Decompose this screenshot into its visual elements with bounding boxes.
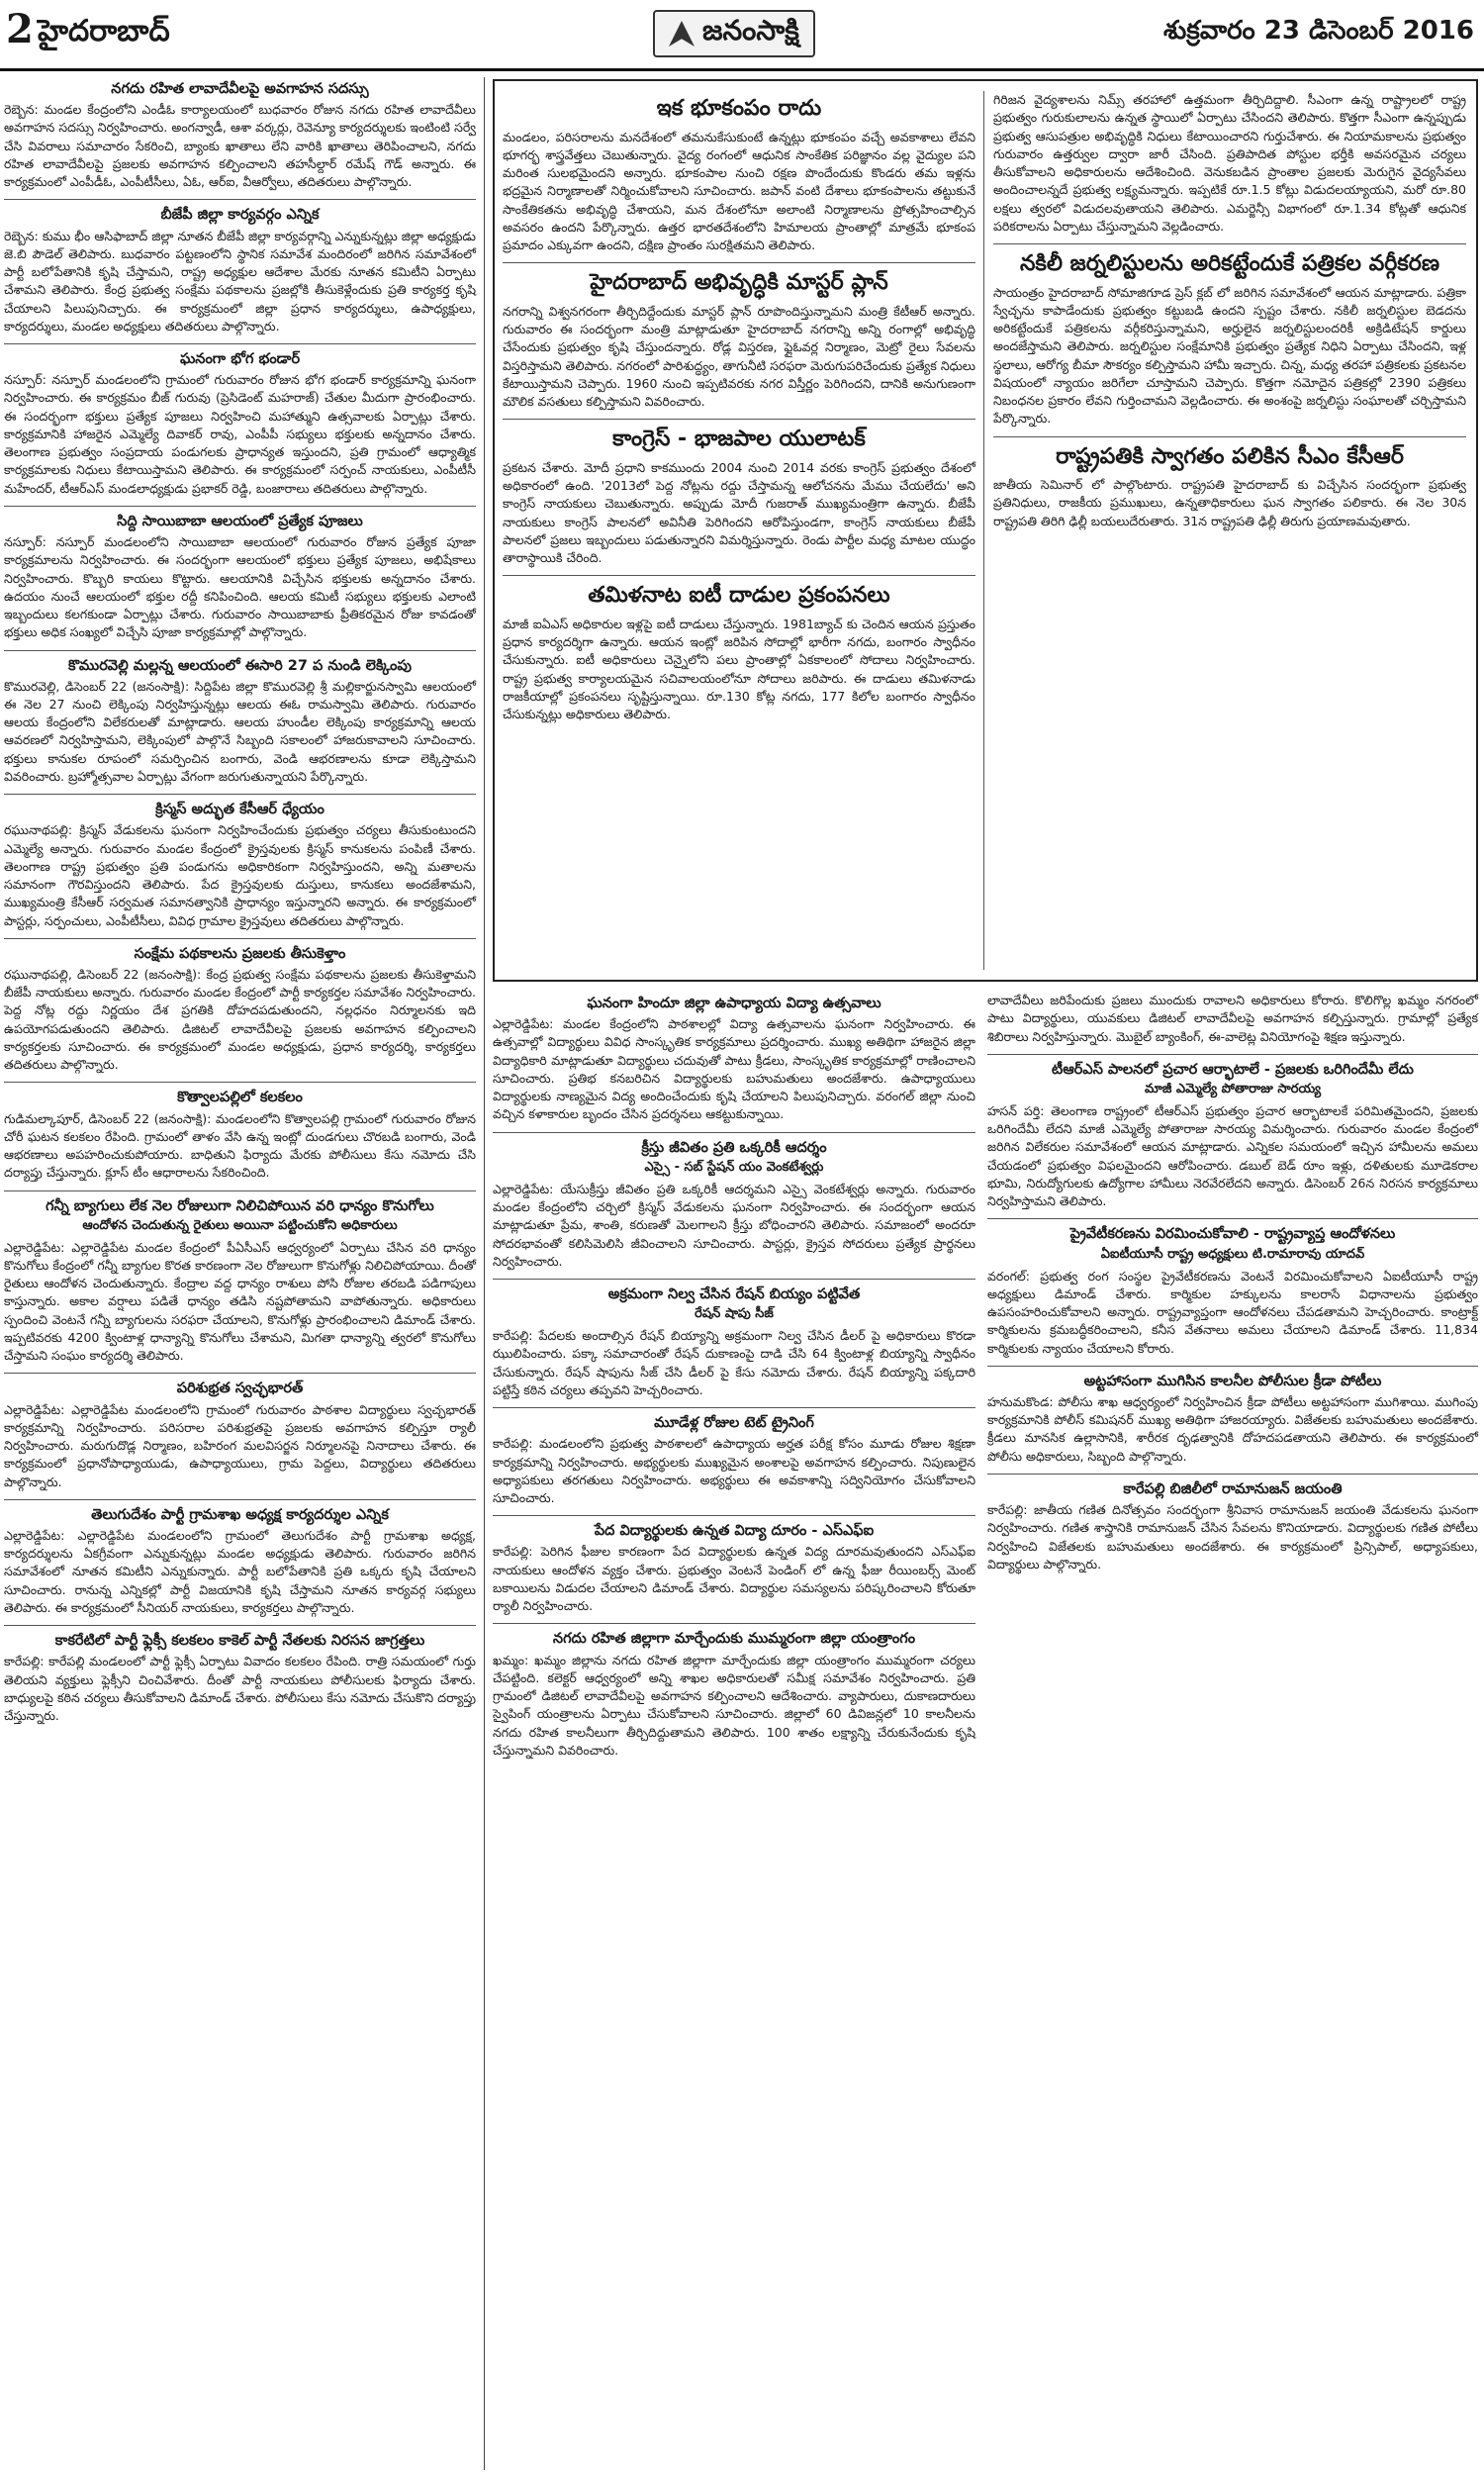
article-body: జాతీయ సెమినార్ లో పాల్గొంటారు. రాష్ట్రపతి హైదరాబాద్ కు విచ్చేసిన సందర్భంగా ప్రభుత్వ ప్రతినిధులు, రాజకీయ ప్రముఖులు, ఉన్నతాధికారులు ఘన స్వాగతం పలికారు. ఈ నెల 30న రాష్ట్రపతి తిరిగి ఢిల్లీ బయలుదేరుతారు. 31న రాష్ట్రపతి ఢిల్లీ తిరుగు ప్రయాణమవుతారు. — [993, 477, 1466, 528]
article-body: రఘునాథపల్లి: క్రిస్మస్ వేడుకలను ఘనంగా నిర్వహించేందుకు ప్రభుత్వం చర్యలు తీసుకుంటుందని ఎమ్మెల్యే అన్నారు. గురువారం మండల కేంద్రంలో క్రైస్తవులకు క్రిస్మస్ కానుకలను పంపిణీ చేశారు. తెలంగాణ రాష్ట్ర ప్రభుత్వం ప్రతి పండుగను అధికారికంగా నిర్వహిస్తుందని, అన్ని మతాలను సమానంగా గౌరవిస్తుందని తెలిపారు. పేద క్రైస్తవులకు దుస్తులు, కానుకలు అందజేశామని, ముఖ్యమంత్రి కేసీఆర్ సర్వమత సమానత్వానికి ప్రాధాన్యం ఇస్తున్నారని అన్నారు. ఈ కార్యక్రమంలో పాస్టర్లు, సర్పంచులు, ఎంపీటీసీలు, వివిధ గ్రామాల క్రైస్తవులు తదితరులు పాల్గొన్నారు. — [4, 822, 476, 928]
article-divider — [987, 1218, 1478, 1219]
article-headline: నకిలీ జర్నలిస్టులను అరికట్టేందుకే పత్రికల వర్గీకరణ — [1019, 251, 1440, 276]
page-number: 2 — [6, 6, 34, 52]
article — [993, 250, 1466, 428]
article-headline: సిద్ది సాయిబాబా ఆలయంలో ప్రత్యేక పూజలు — [117, 513, 363, 529]
article — [987, 1373, 1478, 1466]
article-headline: క్రిస్మస్ అద్భుత కేసీఆర్ ధ్యేయం — [155, 802, 325, 818]
article-divider — [987, 1366, 1478, 1367]
article-headline: హైదరాబాద్ అభివృద్ధికి మాస్టర్ ప్లాన్ — [590, 270, 888, 296]
article — [4, 1506, 476, 1617]
paper-logo — [653, 10, 815, 57]
article-headline: నగదు రహిత జిల్లాగా మార్చేందుకు ముమ్మరంగా జిల్లా యంత్రాంగం — [552, 1631, 916, 1648]
article-divider — [493, 1132, 975, 1133]
article-divider — [4, 1190, 476, 1191]
article-body: రెబ్బెన: కుము భీం ఆసిఫాబాద్ జిల్లా నూతన బీజేపీ జిల్లా కార్యవర్గాన్ని ఎన్నుకున్నట్లు జిల్లా అధ్యక్షుడు జె.బి పౌడెల్ తెలిపారు. బుధవారం పట్టణంలోని స్థానిక సమావేశ మందిరంలో జరిగిన సమావేశంలో పార్టీ బలోపేతానికి కృషి చేస్తామని, రాష్ట్ర అధ్యక్షుల ఆదేశాల మేరకు నూతన కమిటీని ఏర్పాటు చేశామని తెలిపారు. కేంద్ర ప్రభుత్వ సంక్షేమ పథకాలను ప్రజల్లోకి తీసుకెళ్లేందుకు ప్రతి కార్యకర్త కృషి చేయాలని పిలుపునిచ్చారు. ఈ కార్యక్రమంలో జిల్లా ప్రధాన కార్యదర్శులు, ఉపాధ్యక్షులు, కార్యదర్శులు, మండల అధ్యక్షులు తదితరులు పాల్గొన్నారు. — [4, 228, 476, 333]
article-divider — [493, 1279, 975, 1280]
article-divider — [4, 1082, 476, 1083]
article-divider — [4, 1625, 476, 1626]
article-body: కారేపల్లి: పేదలకు అందాల్సిన రేషన్ బియ్యాన్ని అక్రమంగా నిల్వ చేసిన డీలర్ పై అధికారులు కొరడా ఝులిపించారు. పక్కా సమాచారంతో రేషన్ దుకాణంపై దాడి చేసి 64 క్వింటాళ్ల బియ్యాన్ని స్వాధీనం చేసుకున్నారు. రేషన్ షాపును సీజ్ చేసి డీలర్ పై కేసు నమోదు చేశారు. రేషన్ బియ్యాన్ని పక్కదారి పట్టిస్తే కఠిన చర్యలు తప్పవని హెచ్చరించారు. — [493, 1328, 975, 1397]
article — [503, 582, 975, 723]
article-subheadline: రేషన్ షాపు సీజ్ — [695, 1306, 774, 1322]
article-body: కారేపల్లి: మండలంలోని ప్రభుత్వ పాఠశాలలో ఉపాధ్యాయ అర్హత పరీక్ష కోసం మూడు రోజుల శిక్షణా కార్యక్రమాన్ని నిర్వహించారు. అభ్యర్థులకు ముఖ్యమైన అంశాలపై అవగాహన కల్పించారు. నిపుణులైన అధ్యాపకులు తరగతులు నిర్వహించారు. అభ్యర్థులు ఈ అవకాశాన్ని సద్వినియోగం చేసుకోవాలని సూచించారు. — [493, 1436, 975, 1505]
article-body: ప్రకటన చేశారు. మోదీ ప్రధాని కాకముందు 2004 నుంచి 2014 వరకు కాంగ్రెస్ ప్రభుత్వం దేశంలో అధికారంలో ఉంది. '2013లో పెద్ద నోట్లను రద్దు చేస్తామన్న ఆలోచనను మేము చేయలేదు' అని కాంగ్రెస్ నాయకులు చెబుతున్నారు. అప్పుడు మోదీ గుజరాత్ ముఖ్యమంత్రిగా ఉన్నారు. బీజేపీ నాయకులు కాంగ్రెస్ పాలనలో అవినీతి పెరిగిందని ఆరోపిస్తుండగా, కాంగ్రెస్ నాయకులు బీజేపీ పాలనలో ప్రజలు ఇబ్బందులు పడుతున్నారని విమర్శిస్తున్నారు. రెండు పార్టీల మధ్య మాటల యుద్ధం తారాస్థాయికి చేరింది. — [503, 459, 975, 565]
article-headline: ఇక భూకంపం రాదు — [656, 96, 822, 121]
article-subheadline: మాజీ ఎమ్మెల్యే పోతారాజు సారయ్య — [1144, 1081, 1322, 1096]
article-body: ఎల్లారెడ్డిపేట: ఎల్లారెడ్డిపేట మండలంలోని గ్రామంలో తెలుగుదేశం పార్టీ గ్రామశాఖ అధ్యక్ష, కార్యదర్శులను ఏకగ్రీవంగా ఎన్నుకున్నట్లు మండల అధ్యక్షుడు తెలిపారు. గురువారం జరిగిన సమావేశంలో నూతన కమిటీని ఎన్నుకున్నారు. పార్టీ బలోపేతానికి ప్రతి ఒక్కరు కృషి చేయాలని సూచించారు. రానున్న ఎన్నికల్లో పార్టీ విజయానికి కృషి చేస్తామని నూతన కార్యవర్గ సభ్యులు తెలిపారు. ఈ కార్యక్రమంలో సీనియర్ నాయకులు, కార్యకర్తలు పాల్గొన్నారు. — [4, 1527, 476, 1615]
article-body: కారేపల్లి: పెరిగిన ఫీజుల కారణంగా పేద విద్యార్థులకు ఉన్నత విద్య దూరమవుతుందని ఎస్ఎఫ్ఐ నాయకులు ఆందోళన వ్యక్తం చేశారు. ప్రభుత్వం వెంటనే పెండింగ్ లో ఉన్న ఫీజు రీయింబర్స్ మెంట్ బకాయిలను విడుదల చేయాలని డిమాండ్ చేశారు. విద్యార్థుల సమస్యలను పరిష్కరించాలని కోరుతూ ర్యాలీ నిర్వహించారు. — [493, 1544, 975, 1614]
article-body: మాజీ ఐఏఎస్ అధికారుల ఇళ్లపై ఐటీ దాడులు చేస్తున్నారు. 1981బ్యాచ్ కు చెందిన ఆయన ప్రస్తుతం ప్రధాన కార్యదర్శిగా ఉన్నారు. ఆయన ఇంట్లో జరిపిన సోదాల్లో భారీగా నగదు, బంగారం స్వాధీనం చేసుకున్నారు. ఐటీ అధికారులు చెన్నైలోని పలు ప్రాంతాల్లో ఏకకాలంలో సోదాలు నిర్వహించారు. రాష్ట్ర ప్రభుత్వ కార్యాలయమైన సచివాలయంలోనూ సోదాలు జరిపారు. ఈ దాడులు తమిళనాడు రాజకీయాల్లో ప్రకంపనలు సృష్టిస్తున్నాయి. రూ.130 కోట్ల నగదు, 177 కిలోల బంగారం స్వాధీనం చేసుకున్నట్లు అధికారులు తెలిపారు. — [503, 616, 975, 721]
page-date: శుక్రవారం 23 డిసెంబర్ 2016 — [1162, 16, 1474, 46]
article-divider — [4, 506, 476, 507]
logo-mark-icon — [669, 21, 695, 47]
article — [4, 1197, 476, 1366]
article — [493, 995, 975, 1124]
lower-right-column — [987, 992, 1478, 2470]
article — [987, 1061, 1478, 1211]
article — [4, 801, 476, 930]
article — [493, 1285, 975, 1399]
article-headline: కారేపల్లి బిజిలీలో రామానుజన్ జయంతి — [1123, 1480, 1343, 1497]
article — [4, 657, 476, 787]
article — [4, 1632, 476, 1725]
article-body: నగరాన్ని విశ్వనగరంగా తీర్చిదిద్దేందుకు మాస్టర్ ప్లాన్ రూపొందిస్తున్నామని మంత్రి కేటీఆర్ అన్నారు. గురువారం ఈ సందర్భంగా మంత్రి మాట్లాడుతూ హైదరాబాద్ నగరాన్ని అన్ని రంగాల్లో అభివృద్ధి చేసేందుకు ప్రభుత్వం కృషి చేస్తుందన్నారు. రోడ్ల విస్తరణ, ఫ్లైఓవర్ల నిర్మాణం, మెట్రో రైలు సేవలను విస్తరిస్తామని తెలిపారు. నగరంలో పారిశుద్ధ్యం, తాగునీటి సరఫరా మెరుగుపరిచేందుకు ప్రత్యేక నిధులు కేటాయిస్తామని చెప్పారు. 1960 నుంచి ఇప్పటివరకు నగర విస్తీర్ణం పెరిగిందని, దానికి అనుగుణంగా మౌలిక వసతులు కల్పిస్తామని వివరించారు. — [503, 303, 975, 409]
article-body: ఎల్లారెడ్డిపేట: యేసుక్రీస్తు జీవితం ప్రతి ఒక్కరికీ ఆదర్శమని ఎస్సై వెంకటేశ్వర్లు అన్నారు. గురువారం మండల కేంద్రంలోని చర్చిలో క్రిస్మస్ వేడుకలను ఘనంగా నిర్వహించారు. ఈ సందర్భంగా ఆయన మాట్లాడుతూ ప్రేమ, శాంతి, కరుణతో మెలగాలని క్రీస్తు బోధించారని తెలిపారు. సమాజంలో అందరూ సోదరభావంతో కలిసిమెలిసి జీవించాలని సూచించారు. పాస్టర్లు, క్రైస్తవ సోదరులు ప్రత్యేక ప్రార్థనలు నిర్వహించారు. — [493, 1181, 975, 1269]
article-divider — [503, 262, 975, 263]
page-city: హైదరాబాద్ — [38, 14, 170, 48]
article-headline: బీజేపీ జిల్లా కార్యవర్గం ఎన్నిక — [160, 207, 320, 224]
article-body: రెబ్బెన: మండల కేంద్రంలోని ఎండీఓ కార్యాలయంలో బుధవారం రోజున నగదు రహిత లావాదేవీలు అవగాహన సదస్సు నిర్వహించారు. అంగన్వాడీ, ఆశా వర్కర్లు, రెవెన్యూ కార్యదర్శులకు ఇంటింటి సర్వే చేసి వివరాలు సమాచారం సేకరించి, బ్యాంకు ఖాతాలు లేని వారికి ఖాతాలు తెరిపించాలని, నగదు రహిత లావాదేవీలపై ప్రజలకు అవగాహన కల్పించాలని తహసీల్దార్ రమేష్ గౌడ్ అన్నారు. ఈ కార్యక్రమంలో ఎంపీడీఓ, ఎంపీటీసీలు, ఏఓ, ఆర్ఐ, వీఆర్వోలు, తదితరులు పాల్గొన్నారు. — [4, 102, 476, 190]
article-headline: మూడేళ్ల రోజుల టెట్ ట్రైనింగ్ — [654, 1415, 814, 1432]
article — [993, 443, 1466, 530]
article — [493, 1414, 975, 1507]
article — [4, 1380, 476, 1490]
article-subheadline: ఏఐటీయూసీ రాష్ట్ర అధ్యక్షులు టి.రామారావు యాదవ్ — [1100, 1246, 1365, 1262]
article-body: హసన్ పర్తి: తెలంగాణ రాష్ట్రంలో టీఆర్ఎస్ ప్రభుత్వం ప్రచార ఆర్భాటాలకే పరిమితమైందని, ప్రజలకు ఒరిగిందేమీ లేదని మాజీ ఎమ్మెల్యే పోతారాజు సారయ్య విమర్శించారు. గురువారం మండల కేంద్రంలో జరిగిన విలేకరుల సమావేశంలో ఆయన మాట్లాడారు. ఎన్నికల సమయంలో ఇచ్చిన హామీలను అమలు చేయడంలో ప్రభుత్వం విఫలమైందని ఆరోపించారు. డబుల్ బెడ్ రూం ఇళ్లు, దళితులకు మూడెకరాల భూమి, నిరుద్యోగులకు ఉద్యోగాల హామీలు నెరవేరలేదని అన్నారు. డిసెంబర్ 26న నిరసన కార్యక్రమాలు నిర్వహిస్తామని తెలిపారు. — [987, 1102, 1478, 1209]
article-headline: ఘనంగా హిందూ జిల్లా ఉపాధ్యాయ విద్యా ఉత్సవాలు — [587, 996, 881, 1011]
article-headline: కాకరేటిలో పార్టీ ఫ్లెక్సీ కలకలం కాకెల్ పార్టీ నేతలకు నిరసన జాగ్రత్తలు — [54, 1633, 425, 1650]
article — [493, 1630, 975, 1760]
article-divider — [4, 1373, 476, 1374]
article — [4, 513, 476, 642]
article — [503, 269, 975, 411]
article-headline: క్రీస్తు జీవితం ప్రతి ఒక్కరికీ ఆదర్శం — [641, 1139, 827, 1156]
article — [4, 1089, 476, 1182]
article-divider — [493, 1407, 975, 1408]
article-divider — [987, 1054, 1478, 1055]
article-headline: కాంగ్రెస్ - భాజపాల యులాటక్ — [612, 427, 866, 452]
article-divider — [503, 419, 975, 420]
article-body: లావాదేవీలు జరిపేందుకు ప్రజలు ముందుకు రావాలని అధికారులు కోరారు. కొలిగొల్ల ఖమ్మం నగరంలో పాటు విద్యార్థులు, యువకులు డిజిటల్ లావాదేవీలపై అవగాహన కల్పిస్తున్నారు. గ్రామాల్లో ప్రత్యేక శిబిరాలు నిర్వహిస్తున్నారు. మొబైల్ బ్యాంకింగ్, ఈ-వాలెట్ల వినియోగంపై శిక్షణ ఇస్తున్నారు. — [987, 993, 1478, 1044]
article — [987, 992, 1478, 1046]
article-headline: తమిళనాట ఐటీ దాడుల ప్రకంపనలు — [588, 583, 890, 609]
article-divider — [993, 243, 1466, 244]
article-headline: సంక్షేమ పథకాలను ప్రజలకు తీసుకెళ్తాం — [134, 945, 346, 962]
article — [987, 1480, 1478, 1573]
article-headline: ప్రైవేటీకరణను విరమించుకోవాలి - రాష్ట్రవ్యాప్త ఆందోళనలు — [1069, 1226, 1396, 1243]
article-headline: ఘనంగా భోగ భండార్ — [179, 351, 301, 367]
article-body: గుడిమల్కాపూర్, డిసెంబర్ 22 (జనంసాక్షి): మండలంలోని కొత్వాలపల్లి గ్రామంలో గురువారం రోజున చోరీ ఘటన కలకలం రేపింది. గ్రామంలో తాళం వేసి ఉన్న ఇంట్లో దుండగులు చొరబడి బంగారు, వెండి ఆభరణాలు అపహరించుకుపోయారు. బాధితుని ఫిర్యాదు మేరకు పోలీసులు కేసు నమోదు చేసి దర్యాప్తు చేస్తున్నారు. క్లూస్ టీం ఆధారాలను సేకరించింది. — [4, 1110, 476, 1181]
article — [4, 80, 476, 191]
article — [493, 1522, 975, 1615]
article-body: నస్పూర్: నస్పూర్ మండలంలోని గ్రామంలో గురువారం రోజున భోగ భండార్ కార్యక్రమాన్ని ఘనంగా నిర్వహించారు. ఈ కార్యక్రమం బీజ్ గురువు (ప్రెసిడెంట్ మహరాజ్) చేతుల మీదుగా ప్రారంభించారు. ఈ సందర్భంగా భక్తులు ప్రత్యేక పూజలు నిర్వహించి మహాత్ముని ఉత్సవాలకు ఏర్పాట్లు చేశారు. కార్యక్రమానికి హాజరైన ఎమ్మెల్యే దివాకర్ రావు, ఎంపీపీ సభ్యులు భక్తులకు అన్నదానం చేశారు. తెలంగాణ ప్రభుత్వం సంప్రదాయ పండుగలకు ప్రాధాన్యత ఇస్తుందని, ప్రతి గ్రామంలో ఆధ్యాత్మిక కార్యక్రమాలకు నిధులు కేటాయిస్తామని తెలిపారు. ఈ కార్యక్రమంలో సర్పంచ్ నాయకులు, ఎంపీటీసీ మహేందర్, టీఆర్ఎస్ మండలాధ్యక్షుడు ప్రభాకర్ రెడ్డి, బంజారాలు తదితరులు పాల్గొన్నారు. — [4, 372, 476, 496]
article-body: ఎల్లారెడ్డిపేట: మండల కేంద్రంలోని పాఠశాలల్లో విద్యా ఉత్సవాలను ఘనంగా నిర్వహించారు. ఈ ఉత్సవాల్లో విద్యార్థులు వివిధ సాంస్కృతిక కార్యక్రమాలు ప్రదర్శించారు. ముఖ్య అతిథిగా హాజరైన జిల్లా విద్యాధికారి మాట్లాడుతూ విద్యార్థులు చదువుతో పాటు క్రీడలు, సాంస్కృతిక కార్యక్రమాల్లో రాణించాలని సూచించారు. ప్రతిభ కనబరిచిన విద్యార్థులకు బహుమతులు అందజేశారు. ఉపాధ్యాయులు విద్యార్థులకు నాణ్యమైన విద్య అందించేందుకు కృషి చేయాలని పిలుపునిచ్చారు. వరంగల్ జిల్లా నుంచి వచ్చిన కళాకారుల బృందం చేసిన ప్రదర్శనలు ఆకట్టుకున్నాయి. — [493, 1016, 975, 1122]
article — [493, 1139, 975, 1271]
article-divider — [993, 436, 1466, 437]
article — [503, 95, 975, 254]
article-divider — [4, 199, 476, 200]
column-divider — [983, 91, 984, 970]
masthead — [0, 0, 1484, 71]
article — [4, 206, 476, 335]
article-headline: కొత్వాలపల్లిలో కలకలం — [177, 1090, 303, 1106]
article-divider — [987, 1474, 1478, 1475]
article-headline: తెలుగుదేశం పార్టీ గ్రామశాఖ అధ్యక్ష కార్యదర్శుల ఎన్నిక — [91, 1506, 389, 1523]
article-body: గిరిజన వైద్యశాలను నిమ్స్ తరహాలో ఉత్తమంగా తీర్చిదిద్దాలి. సీఎంగా ఉన్న రాష్ట్రాలలో రాష్ట్ర ప్రభుత్వం గురుకులాలను ఉన్నత స్థాయిలో ఏర్పాటు చేసిందని తెలిపారు. కొత్తగా సీఎంగా ఉన్నప్పుడు ప్రభుత్వ ఆసుపత్రుల అభివృద్ధికి నిధులు కేటాయించారని గుర్తుచేశారు. ఈ నియామకాలను ప్రభుత్వం గురువారం ఉత్తర్వుల ద్వారా జారీ చేసింది. ప్రతిపాదిత పోస్టుల భర్తీకి అవసరమైన చర్యలు తీసుకోవాలని అధికారులను ఆదేశించింది. వెనుకబడిన ప్రాంతాల ప్రజలకు మెరుగైన వైద్యసేవలు అందించాలన్నదే ప్రభుత్వ లక్ష్యమన్నారు. ఇప్పటికే రూ.1.5 కోట్లు విడుదలయ్యాయని, మరో రూ.80 లక్షలు త్వరలో విడుదలవుతాయని తెలిపారు. ఎమర్జెన్సీ విభాగంలో రూ.1.34 కోట్లతో ఆధునిక పరికరాలను ఏర్పాటు చేస్తున్నామని వెల్లడించారు. — [993, 92, 1466, 234]
article-body: హనుమకొండ: పోలీసు శాఖ ఆధ్వర్యంలో నిర్వహించిన క్రీడా పోటీలు అట్టహాసంగా ముగిశాయి. ముగింపు కార్యక్రమానికి పోలీస్ కమిషనర్ ముఖ్య అతిథిగా హాజరయ్యారు. విజేతలకు బహుమతులు అందజేశారు. క్రీడలు మానసిక ఉల్లాసానికి, శారీరక దృఢత్వానికి దోహదపడతాయని తెలిపారు. ఈ కార్యక్రమంలో పోలీసు అధికారులు, సిబ్బంది పాల్గొన్నారు. — [987, 1393, 1478, 1464]
article-body: సాయంత్రం హైదరాబాద్ సోమాజిగూడ ప్రెస్ క్లబ్ లో జరిగిన సమావేశంలో ఆయన మాట్లాడారు. పత్రికా స్వేచ్ఛను కాపాడేందుకు ప్రభుత్వం కట్టుబడి ఉందని స్పష్టం చేశారు. నకిలీ జర్నలిస్టుల బెడదను అరికట్టేందుకే పత్రికలను వర్గీకరిస్తున్నామని, అర్హులైన జర్నలిస్టులందరికీ అక్రిడిటేషన్ కార్డులు అందజేస్తామని తెలిపారు. జర్నలిస్టుల సంక్షేమానికి ప్రభుత్వం ప్రత్యేక నిధిని ఏర్పాటు చేసిందని, ఇళ్ల స్థలాలు, ఆరోగ్య బీమా సౌకర్యం కల్పిస్తామని హామీ ఇచ్చారు. చిన్న, మధ్య తరహా పత్రికలకు ప్రకటనల విషయంలో న్యాయం జరిగేలా చూస్తామని చెప్పారు. కొత్తగా నమోదైన పత్రికల్లో 2390 పత్రికలు నిబంధనల ప్రకారం లేవని గుర్తించామని వెల్లడించారు. ఈ అంశంపై జర్నలిస్టు సంఘాలతో చర్చిస్తామని పేర్కొన్నారు. — [993, 284, 1466, 427]
article-body: ఎల్లారెడ్డిపేట: ఎల్లారెడ్డిపేట మండల కేంద్రంలో పీఏసీఎస్ ఆధ్వర్యంలో ఏర్పాటు చేసిన వరి ధాన్యం కొనుగోలు కేంద్రంలో గన్నీ బ్యాగుల కొరత కారణంగా నెల రోజులుగా కొనుగోళ్లు నిలిచిపోయాయి. దీంతో రైతులు ఆందోళన చెందుతున్నారు. కేంద్రాల వద్ద ధాన్యం రాశులు పోసి రోజుల తరబడి పడిగాపులు కాస్తున్నారు. అకాల వర్షాలు పడితే ధాన్యం తడిసి నష్టపోతామని వాపోతున్నారు. అధికారులు స్పందించి వెంటనే గన్నీ బ్యాగులను సరఫరా చేయాలని, కొనుగోళ్లు ప్రారంభించాలని డిమాండ్ చేశారు. ఇప్పటివరకు 4200 క్వింటాళ్ల ధాన్యాన్ని కొనుగోలు చేశామని, మిగతా ధాన్యాన్ని త్వరలో కొనుగోలు చేస్తామని సంఘం కార్యదర్శి తెలిపారు. — [4, 1239, 476, 1364]
paper-name: జనంసాక్షి — [702, 14, 799, 47]
left-column — [4, 77, 485, 2470]
article-headline: పేద విద్యార్థులకు ఉన్నత విద్యా దూరం - ఎస్ఎఫ్ఐ — [594, 1523, 875, 1540]
article-body: వరంగల్: ప్రభుత్వ రంగ సంస్థల ప్రైవేటీకరణను వెంటనే విరమించుకోవాలని ఏఐటీయూసీ రాష్ట్ర అధ్యక్షులు డిమాండ్ చేశారు. కార్మికుల హక్కులను కాలరాసే విధానాలను ప్రభుత్వం ఉపసంహరించుకోవాలని అన్నారు. రాష్ట్రవ్యాప్తంగా ఆందోళనలు చేపడతామని హెచ్చరించారు. కాంట్రాక్ట్ కార్మికులను క్రమబద్ధీకరించాలని, కనీస వేతనాలు అమలు చేయాలని డిమాండ్ చేశారు. 11,834 కార్మికులకు న్యాయం చేయాలని కోరారు. — [987, 1268, 1478, 1356]
top-box-column-a — [503, 91, 975, 731]
article-body: ఖమ్మం: ఖమ్మం జిల్లాను నగదు రహిత జిల్లాగా మార్చేందుకు జిల్లా యంత్రాంగం ముమ్మరంగా చర్యలు చేపట్టింది. కలెక్టర్ ఆధ్వర్యంలో అన్ని శాఖల అధికారులతో సమీక్ష సమావేశం నిర్వహించారు. ప్రతి గ్రామంలో డిజిటల్ లావాదేవీలపై అవగాహన కల్పించాలని ఆదేశించారు. వ్యాపారులు, దుకాణదారులు స్వైపింగ్ యంత్రాలను ఏర్పాటు చేసుకోవాలని సూచించారు. జిల్లాలో 60 డివిజన్లలో 10 కాలనీలను నగదు రహిత కాలనీలుగా తీర్చిదిద్దుతామని తెలిపారు. 100 శాతం లక్ష్యాన్ని చేరుకునేందుకు కృషి చేస్తున్నామని వివరించారు. — [493, 1652, 975, 1758]
article-body: మండలం, పరిసరాలను మనదేశంలో తమనుకేసుకుంటే ఉన్నట్లు భూకంపం వచ్చే అవకాశాలు లేవని భూగర్భ శాస్త్రవేత్తలు చెబుతున్నారు. వైద్య రంగంలో ఆధునిక సాంకేతిక పరిజ్ఞానం వల్ల వైద్యుల పని మరింత సులభమైందని అన్నారు. భూకంపాల నుంచి రక్షణ పొందేందుకు కొండరు తమ ఇళ్లను భద్రమైన నిర్మాణాలతో నిర్మించుకోవాలని సూచించారు. జపాన్ వంటి దేశాలు భూకంపాలను తట్టుకునే సాంకేతికతను అభివృద్ధి చేశాయని, మన దేశంలోనూ అలాంటి నిర్మాణాలను ప్రోత్సహించాల్సిన అవసరం ఉందని పేర్కొన్నారు. ఉత్తర భారతదేశంలోని హిమాలయ ప్రాంతాల్లో మాత్రమే భూకంప ప్రమాదం ఎక్కువగా ఉందని, దక్షిణ ప్రాంతం సురక్షితమని తెలిపారు. — [503, 129, 975, 252]
article-divider — [503, 575, 975, 576]
article-headline: టీఆర్ఎస్ పాలనలో ప్రచార ఆర్భాటాలే - ప్రజలకు ఒరిగిందేమీ లేదు — [1052, 1061, 1414, 1078]
lower-middle-column — [493, 992, 975, 2470]
article-body: కారేపల్లి: జాతీయ గణిత దినోత్సవం సందర్భంగా శ్రీనివాస రామానుజన్ జయంతి వేడుకలను ఘనంగా నిర్వహించారు. గణిత శాస్త్రానికి రామానుజన్ చేసిన సేవలను కొనియాడారు. విద్యార్థులకు గణిత పోటీలు నిర్వహించి విజేతలకు బహుమతులు అందజేశారు. ఈ కార్యక్రమంలో ప్రిన్సిపాల్, అధ్యాపకులు, విద్యార్థులు పాల్గొన్నారు. — [987, 1502, 1478, 1571]
article-body: నస్పూర్: నస్పూర్ మండలంలోని సాయిబాబా ఆలయంలో గురువారం రోజున ప్రత్యేక పూజా కార్యక్రమాలను నిర్వహించారు. ఈ సందర్భంగా ఆలయంలో భక్తులు ప్రత్యేక పూజలు, అభిషేకాలు నిర్వహించారు. కొబ్బరి కాయలు కొట్టారు. ఆలయానికి విచ్చేసిన భక్తులకు అన్నదానం చేశారు. ఉదయం నుంచే ఆలయంలో భక్తుల రద్దీ కనిపించింది. ఆలయ కమిటీ సభ్యులు భక్తులకు ఎలాంటి ఇబ్బందులు కలగకుండా ఏర్పాట్లు చేశారు. గురువారం సాయిబాబాకు ప్రీతికరమైన రోజు కావడంతో భక్తులు అధిక సంఖ్యలో విచ్చేసి పూజా కార్యక్రమాల్లో పాల్గొన్నారు. — [4, 534, 476, 640]
article-headline: నగదు రహిత లావాదేవీలపై అవగాహన సదస్సు — [111, 81, 369, 97]
article-body: రఘునాథపల్లి, డిసెంబర్ 22 (జనంసాక్షి): కేంద్ర ప్రభుత్వ సంక్షేమ పథకాలను ప్రజలకు తీసుకెళ్తామని బీజేపీ నాయకులు అన్నారు. గురువారం మండల కేంద్రంలో పార్టీ కార్యకర్తల సమావేశం నిర్వహించారు. పెద్ద నోట్ల రద్దు నిర్ణయం దేశ ప్రగతికి దోహదపడుతుందని, నల్లధనం నిర్మూలనకు ఇది ఉపయోగపడుతుందని తెలిపారు. డిజిటల్ లావాదేవీలపై ప్రజలకు అవగాహన కల్పించాలని కార్యకర్తలకు సూచించారు. ఈ కార్యక్రమంలో మండల అధ్యక్షుడు, ప్రధాన కార్యదర్శి, కార్యకర్తలు తదితరులు పాల్గొన్నారు. — [4, 966, 476, 1073]
top-boxed-section — [493, 79, 1478, 982]
article-divider — [4, 794, 476, 795]
article — [987, 1225, 1478, 1357]
article-divider — [4, 938, 476, 939]
article-subheadline: ఎస్సై - సబ్ స్టేషన్ యం వెంకటేశ్వర్లు — [644, 1159, 824, 1175]
article-subheadline: ఆందోళన చెందుతున్న రైతులు అయినా పట్టించుకోని అధికారులు — [82, 1217, 398, 1233]
article-headline: కొమురవెల్లి మల్లన్న ఆలయంలో ఈసారి 27 ప నుండి లెక్కింపు — [68, 657, 412, 674]
article — [993, 91, 1466, 236]
article-divider — [4, 650, 476, 651]
article — [4, 350, 476, 498]
article-headline: పరిశుభ్రత స్వచ్ఛభారత్ — [176, 1380, 304, 1397]
article-headline: అట్టహాసంగా ముగిసిన కాలనీల పోలీసుల క్రీడా పోటీలు — [1083, 1373, 1382, 1389]
article-divider — [4, 343, 476, 344]
article-divider — [493, 1515, 975, 1516]
article-body: ఎల్లారెడ్డిపేట: ఎల్లారెడ్డిపేట మండలంలోని గ్రామంలో గురువారం పాఠశాల విద్యార్థులు స్వచ్ఛభారత్ కార్యక్రమాన్ని నిర్వహించారు. పరిసరాల పరిశుభ్రతపై ప్రజలకు అవగాహన కల్పిస్తూ ర్యాలీ నిర్వహించారు. మరుగుదొడ్ల నిర్మాణం, బహిరంగ మలవిసర్జన నిర్మూలనపై నినాదాలు చేశారు. ఈ కార్యక్రమంలో ప్రధానోపాధ్యాయుడు, ఉపాధ్యాయులు, గ్రామ పెద్దలు, విద్యార్థులు తదితరులు పాల్గొన్నారు. — [4, 1401, 476, 1489]
article-divider — [493, 1623, 975, 1624]
article-headline: గన్నీ బ్యాగులు లేక నెల రోజులుగా నిలిచిపోయిన వరి ధాన్యం కొనుగోలు — [46, 1197, 434, 1214]
top-box-column-b — [993, 91, 1466, 538]
article-body: కారేపల్లి: కారేపల్లి మండలంలో పార్టీ ఫ్లెక్సీ ఏర్పాటు వివాదం కలకలం రేపింది. రాత్రి సమయంలో గుర్తు తెలియని వ్యక్తులు ఫ్లెక్సీని చించివేశారు. దీంతో పార్టీ నాయకులు పోలీసులకు ఫిర్యాదు చేశారు. బాధ్యులపై కఠిన చర్యలు తీసుకోవాలని డిమాండ్ చేశారు. పోలీసులు కేసు నమోదు చేసుకొని దర్యాప్తు చేస్తున్నారు. — [4, 1654, 476, 1723]
article — [503, 426, 975, 567]
article-divider — [4, 1499, 476, 1500]
article-headline: అక్రమంగా నిల్వ చేసిన రేషన్ బియ్యం పట్టివేత — [607, 1286, 861, 1302]
article-headline: రాష్ట్రపతికి స్వాగతం పలికిన సీఎం కేసీఆర్ — [1056, 443, 1404, 469]
article — [4, 945, 476, 1075]
article-body: కొమురవెల్లి, డిసెంబర్ 22 (జనంసాక్షి): సిద్దిపేట జిల్లా కొమురవెల్లి శ్రీ మల్లికార్జునస్వామి ఆలయంలో ఈ నెల 27 నుంచి లెక్కింపు నిర్వహిస్తున్నట్లు ఆలయ ఈఓ రామస్వామి తెలిపారు. గురువారం ఆలయ కేంద్రంలోని విలేకరులతో మాట్లాడారు. ఆలయ హుండీల లెక్కింపు కార్యక్రమాన్ని ఆలయ ఆవరణలో నిర్వహిస్తామని, లెక్కింపులో పాల్గొనే సిబ్బంది సకాలంలో హాజరుకావాలని సూచించారు. భక్తులు కానుకల రూపంలో సమర్పించిన బంగారు, వెండి ఆభరణాలను కూడా లెక్కిస్తామని వివరించారు. బ్రహ్మోత్సవాల ఏర్పాట్లు వేగంగా జరుగుతున్నాయని పేర్కొన్నారు. — [4, 678, 476, 784]
